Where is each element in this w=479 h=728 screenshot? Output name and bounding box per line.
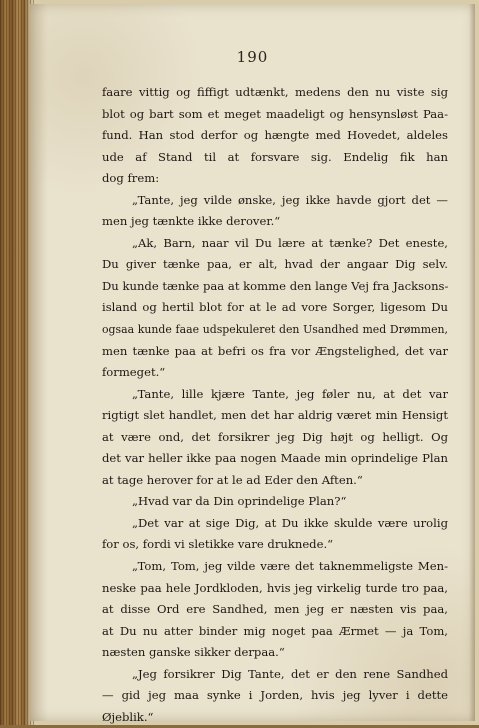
text-line: det var heller ikke paa nogen Maade min oprindelige Plan xyxy=(102,451,448,466)
text-line: fund. Han stod derfor og hængte med Hovedet, aldeles xyxy=(102,128,448,143)
text-line: „Tom, Tom, jeg vilde være det taknemmeligste Men- xyxy=(132,559,448,574)
text-line: blot og bart som et meget maadeligt og hensynsløst Paa- xyxy=(102,106,448,121)
text-line: at Du nu atter binder mig noget paa Ærmet — ja Tom, xyxy=(102,623,448,638)
text-line: — gid jeg maa synke i Jorden, hvis jeg lyver i dette xyxy=(102,688,448,703)
text-line: „Tante, lille kjære Tante, jeg føler nu, at det var xyxy=(132,386,448,401)
text-line: formeget.“ xyxy=(102,365,166,380)
text-line: dog frem: xyxy=(102,171,160,186)
book-page xyxy=(30,4,475,724)
text-line: at være ond, det forsikrer jeg Dig højt og helligt. Og xyxy=(102,429,448,444)
text-line: ude af Stand til at forsvare sig. Endelig fik han xyxy=(102,149,448,164)
text-line: Øjeblik.“ xyxy=(102,709,154,724)
text-line: rigtigt slet handlet, men det har aldrig været min Hensigt xyxy=(102,408,448,423)
text-line: faare vittig og fiffigt udtænkt, medens den nu viste sig xyxy=(102,85,448,99)
text-line: ogsaa kunde faae udspekuleret den Usandhed med Drømmen, xyxy=(102,323,448,337)
text-line: „Ak, Barn, naar vil Du lære at tænke? Det eneste, xyxy=(132,235,448,250)
text-line: „Hvad var da Din oprindelige Plan?“ xyxy=(132,494,347,509)
text-line: næsten ganske sikker derpaa.“ xyxy=(102,645,285,660)
text-line: at tage herover for at le ad Eder den Aften.“ xyxy=(102,472,363,487)
body-text xyxy=(102,82,448,728)
text-line: „Det var at sige Dig, at Du ikke skulde være urolig xyxy=(132,515,448,530)
text-line: men tænke paa at befri os fra vor Ængstelighed, det var xyxy=(102,343,448,358)
text-line: Du giver tænke paa, er alt, hvad der angaar Dig selv. xyxy=(102,257,448,272)
text-line: island og hertil blot for at le ad vore Sorger, ligesom Du xyxy=(102,300,448,315)
text-line: for os, fordi vi sletikke vare druknede.“ xyxy=(102,537,334,552)
page-edge-shadow xyxy=(469,4,475,721)
text-line: „Tante, jeg vilde ønske, jeg ikke havde gjort det — xyxy=(132,192,448,207)
text-line: men jeg tænkte ikke derover.“ xyxy=(102,214,281,229)
text-line: Du kunde tænke paa at komme den lange Vej fra Jacksons- xyxy=(102,278,448,293)
text-line: at disse Ord ere Sandhed, men jeg er næsten vis paa, xyxy=(102,602,448,617)
text-line: „Jeg forsikrer Dig Tante, det er den rene Sandhed xyxy=(132,666,448,681)
text-line: neske paa hele Jordkloden, hvis jeg virkelig turde tro paa, xyxy=(102,580,448,595)
page-number: 190 xyxy=(236,48,269,66)
